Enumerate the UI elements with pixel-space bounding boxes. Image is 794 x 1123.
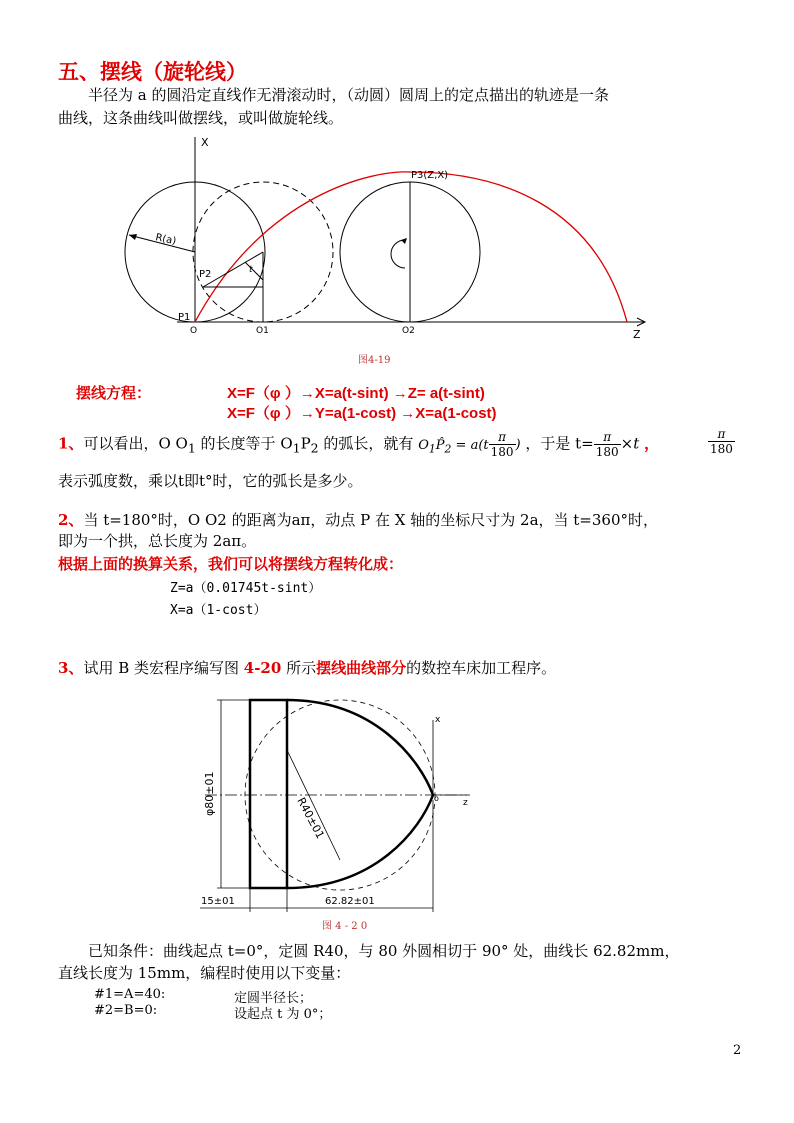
page-number: 2 <box>733 1043 742 1058</box>
item1-text-e: ×t <box>620 434 640 453</box>
p3-label: P3(Z,X) <box>411 170 449 181</box>
item3-text-c: 的数控车床加工程序。 <box>406 659 557 677</box>
item3-number: 3、 <box>58 659 84 677</box>
section-title: 五、摆线（旋轮线） <box>58 60 247 84</box>
radius-label: R(a) <box>154 232 178 248</box>
conditions-line2: 直线长度为 15mm，编程时使用以下变量： <box>58 964 351 982</box>
var-1-desc: 定圆半径长； <box>234 991 313 1006</box>
axis-x-label: X <box>201 136 209 149</box>
item2-text: 当 t=180°时，O O2 的距离为aπ，动点 P 在 X 轴的坐标尺寸为 2a，当 t=360°时， <box>83 511 659 529</box>
item1-comma: ， <box>644 434 660 453</box>
equation-line-1: X=F（φ ）→X=a(t-sint) →Z= a(t-sint) <box>227 385 485 402</box>
item1-text-c: 的弧长，就有 <box>323 434 414 453</box>
var-1-code: #1=A=40: <box>94 987 166 1002</box>
item1-number: 1、 <box>58 434 84 453</box>
t-label: t <box>249 265 253 275</box>
item1-text-d: ，于是 t= <box>525 434 594 453</box>
item1-line1: 1、可以看出，O $O_1$ 的长度等于 $O_1P_2$ 的弧长，就有 $O_1P̂_2 = a(t$ $\frac{\pi}{180}$ ) ，于是 t= $\frac{\pi}{180}$ ×t ， <box>58 430 660 459</box>
item3-text-b: 所示 <box>281 659 317 677</box>
fraction-pi-180-3: $\frac{\pi}{180}$ <box>710 427 733 456</box>
intro-line-2: 曲线，这条曲线叫做摆线，或叫做旋轮线。 <box>58 109 344 127</box>
o2-label: O2 <box>402 326 415 336</box>
item3-text-a: 试用 B 类宏程序编写图 <box>83 659 244 677</box>
figure2-caption: 图 4 - 2 0 <box>322 921 368 932</box>
diameter-label: φ80±01 <box>203 771 216 816</box>
length-15-label: 15±01 <box>201 896 235 907</box>
o-label: O <box>190 326 198 336</box>
o1-label: O1 <box>256 326 269 336</box>
convert-heading: 根据上面的换算关系，我们可以将摆线方程转化成： <box>58 555 404 573</box>
var-2-desc: 设起点 t 为 0°； <box>234 1007 332 1022</box>
item2-line2: 即为一个拱，总长度为 2aπ。 <box>58 532 257 550</box>
conditions-line1: 已知条件：曲线起点 t=0°，定圆 R40，与 80 外圆相切于 90° 处，曲线长 62.82mm， <box>88 942 680 960</box>
radius-label-2: R40±01 <box>294 795 327 842</box>
convert-eq-x: X=a（1-cost） <box>170 603 267 618</box>
item2-line1 <box>58 509 658 531</box>
p2-label: P2 <box>199 269 212 280</box>
fraction-pi-180: $\frac{\pi}{180}$ <box>490 430 514 459</box>
item3-highlight: 摆线曲线部分 <box>316 659 407 677</box>
intro-line-1: 半径为 a 的圆沿定直线作无滑滚动时，（动圆）圆周上的定点描出的轨迹是一条 <box>88 86 609 104</box>
item1-text-a: 可以看出，O O <box>83 434 188 453</box>
var-2-code: #2=B=0: <box>94 1003 158 1018</box>
item1-line2: 表示弧度数，乘以t即t°时，它的弧长是多少。 <box>58 472 363 490</box>
axis-z-label-2: z <box>463 798 468 808</box>
item1-text-b: 的长度等于 O <box>200 434 293 453</box>
equation-line-2: X=F（φ ）→Y=a(1-cost) →X=a(1-cost) <box>227 405 497 422</box>
equations-label: 摆线方程： <box>76 385 152 402</box>
axis-x-label-2: x <box>435 715 441 725</box>
axis-z-label: Z <box>633 328 641 341</box>
convert-eq-z: Z=a（0.01745t-sint） <box>170 581 322 596</box>
item3-fig-ref: 4-20 <box>243 659 282 677</box>
figure1-caption: 图4-19 <box>358 355 391 366</box>
fraction-pi-180-2: $\frac{\pi}{180}$ <box>595 430 619 459</box>
p1-label: P1 <box>178 312 191 323</box>
origin-label: o <box>434 794 439 803</box>
item2-number: 2、 <box>58 511 84 529</box>
item3-line <box>58 657 556 679</box>
length-62-label: 62.82±01 <box>325 896 375 907</box>
cycloid-figure <box>115 132 660 344</box>
workpiece-figure <box>195 690 485 915</box>
